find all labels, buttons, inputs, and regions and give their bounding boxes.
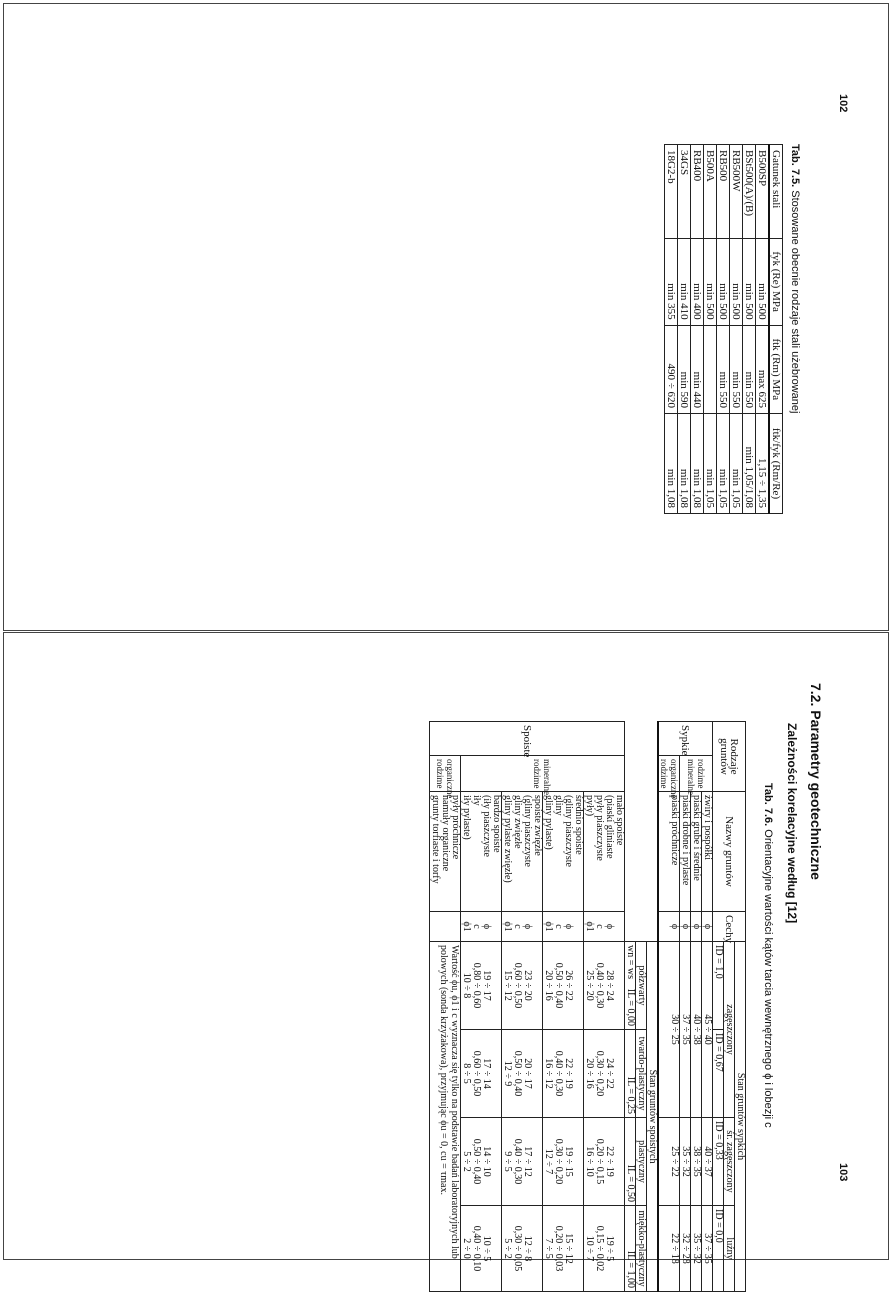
table-cell: 35 ÷ 32: [691, 1206, 702, 1292]
rodzaje-header: Rodzaje gruntów: [713, 722, 746, 792]
soil-name: (piaski gliniaste: [604, 795, 615, 859]
soil-feature: ϕ: [481, 923, 492, 930]
table-cell: 15 ÷ 12: [563, 1233, 574, 1264]
table-caption-label: Tab. 7.5.: [789, 144, 801, 188]
id-label: ID = 1,0: [713, 942, 724, 1030]
luzny-header: luźny: [724, 1206, 735, 1292]
table-cell: 14 ÷ 10: [481, 1146, 492, 1177]
table-cell: 19 ÷ 15: [563, 1146, 574, 1177]
table-cell: 22 ÷ 19: [563, 1058, 574, 1089]
table-cell: 0,30 ÷ 0,20: [594, 1050, 605, 1097]
value-group: [543, 1118, 584, 1206]
value-group: [543, 942, 584, 1030]
table-cell: B500SP: [756, 145, 770, 239]
empty-cell: [430, 912, 461, 942]
soil-feature: c: [553, 924, 564, 929]
il-label-cell: [625, 942, 636, 1030]
spoiste-label: Spoiste: [430, 722, 625, 756]
soil-name: piaski próchnicze: [658, 792, 680, 912]
table-cell: min 1,08: [678, 414, 691, 514]
value-group: [461, 1206, 502, 1292]
table-cell: 5 ÷ 2: [461, 1151, 472, 1172]
table-header-row: [769, 145, 783, 514]
sypkie-mineral-label: rodzime mineralne: [680, 756, 713, 792]
table-caption: [762, 783, 774, 1128]
table-cell: min 410: [678, 238, 691, 325]
table-cell: 25 ÷ 22: [658, 1118, 680, 1206]
table-cell: 19 ÷ 5: [604, 1235, 615, 1262]
subsection-title: Zależności korelacyjne według [12]: [785, 723, 799, 924]
table-cell: min 500: [756, 238, 770, 325]
header-cell: fyk (Re) MPa: [769, 238, 783, 325]
table-row: [502, 722, 543, 1292]
soil-feature: c: [594, 924, 605, 929]
soil-name: pyły próchnicze: [450, 795, 461, 860]
table-cell: 28 ÷ 24: [604, 970, 615, 1001]
table-cell: min 500: [730, 238, 743, 325]
il-label: IL = 0,25: [625, 1030, 636, 1118]
soil-name: pyły piaszczyste: [594, 795, 605, 861]
table-cell: 18G2-b: [665, 145, 678, 239]
table-cell: 40 ÷ 37: [702, 1118, 713, 1206]
table-cell: 26 ÷ 22: [563, 970, 574, 1001]
table-cell: min 550: [743, 325, 756, 413]
feature-group: [461, 912, 502, 942]
table-row: [691, 722, 702, 1292]
feature-group: [584, 912, 625, 942]
header-row: [647, 722, 659, 1292]
table-row: [543, 722, 584, 1292]
value-group: [543, 1030, 584, 1118]
table-cell: 10 ÷ 5: [481, 1235, 492, 1262]
table-row: [702, 722, 713, 1292]
header-cell: ftk/fyk (Rm/Re): [769, 414, 783, 514]
soil-name: iły: [471, 795, 482, 806]
il-label: IL = 1,00: [625, 1206, 636, 1292]
table-row: [665, 145, 678, 514]
table-cell: 0,50 ÷ 0,40: [512, 1050, 523, 1097]
value-group: [502, 1118, 543, 1206]
soil-name-group: [461, 792, 502, 912]
header-row: [735, 722, 746, 1292]
id-label: ID = 0,67: [713, 1030, 724, 1118]
table-cell: 17 ÷ 12: [522, 1146, 533, 1177]
wn-ws-label: wn = ws: [625, 945, 636, 979]
cechy-header: Cechy: [713, 912, 746, 942]
value-group: [584, 942, 625, 1030]
table-cell: RB500W: [730, 145, 743, 239]
soil-name: (gliny piaszczyste: [563, 795, 574, 867]
table-cell: 490 ÷ 620: [665, 325, 678, 413]
table-row: [584, 722, 625, 1292]
table-row: [461, 722, 502, 1292]
table-7-6-block: [429, 721, 746, 1292]
table-cell: 15 ÷ 12: [502, 970, 513, 1001]
table-cell: 17 ÷ 14: [481, 1058, 492, 1089]
soil-name-group: [543, 792, 584, 912]
table-cell: min 500: [717, 238, 730, 325]
value-group: [584, 1118, 625, 1206]
section-title: 7.2. Parametry geotechniczne: [808, 683, 824, 880]
table-cell: 20 ÷ 17: [522, 1058, 533, 1089]
table-cell: min 590: [678, 325, 691, 413]
table-caption: [789, 144, 801, 514]
zageszczony-header: zagęszczony: [724, 942, 735, 1118]
table-cell: 0,40 ÷ 0,30: [594, 962, 605, 1009]
feature-group: [543, 912, 584, 942]
steel-grades-table: [664, 144, 783, 514]
table-cell: 22 ÷ 18: [658, 1206, 680, 1292]
table-row: [678, 145, 691, 514]
soil-name: (gliny piaszczyste: [522, 795, 533, 867]
table-row: [704, 145, 717, 514]
table-cell: 34GS: [678, 145, 691, 239]
table-row: [756, 145, 770, 514]
table-cell: 22 ÷ 19: [604, 1146, 615, 1177]
table-cell: min 500: [704, 238, 717, 325]
table-cell: [704, 325, 717, 413]
table-cell: 45 ÷ 40: [702, 942, 713, 1118]
il-label: IL = 0,50: [625, 1118, 636, 1206]
table-cell: 37 ÷ 35: [702, 1206, 713, 1292]
table-cell: 0,15 ÷ 0,02: [594, 1225, 605, 1272]
value-group: [502, 1206, 543, 1292]
table-cell: min 1,05: [730, 414, 743, 514]
table-cell: 9 ÷ 5: [502, 1151, 513, 1172]
table-cell: 19 ÷ 17: [481, 970, 492, 1001]
table-cell: min 1,05/1,08: [743, 414, 756, 514]
table-cell: 0,20 ÷ 0,03: [553, 1225, 564, 1272]
soil-feature: ϕ: [563, 923, 574, 930]
table-cell: 0,60 ÷ 0,50: [471, 1050, 482, 1097]
soil-name: bardzo spoiste: [491, 795, 502, 853]
feature-group: [502, 912, 543, 942]
table-cell: 20 ÷ 16: [584, 1058, 595, 1089]
nazwy-header: Nazwy gruntów: [713, 792, 746, 912]
soil-name: żwiry i pospółki: [702, 792, 713, 912]
table-row: [730, 145, 743, 514]
table-cell: min 1,05: [704, 414, 717, 514]
table-cell: 0,40 ÷ 0,30: [553, 1050, 564, 1097]
page-number: 102: [837, 94, 849, 113]
table-cell: BSt500(A)/(B): [743, 145, 756, 239]
table-row: [680, 722, 691, 1292]
soil-name: piaski grube i średnie: [691, 792, 702, 912]
soil-name-group: [502, 792, 543, 912]
table-cell: RB400: [691, 145, 704, 239]
table-cell: 7 ÷ 5: [543, 1238, 554, 1259]
sypkie-label: Sypkie: [658, 722, 713, 756]
table-cell: 0,80 ÷ 0,60: [471, 962, 482, 1009]
table-cell: min 440: [691, 325, 704, 413]
table-cell: 20 ÷ 16: [543, 970, 554, 1001]
table-cell: B500A: [704, 145, 717, 239]
table-cell: min 1,08: [691, 414, 704, 514]
value-group: [461, 1030, 502, 1118]
soil-name: namuły organiczne: [440, 795, 451, 872]
table-cell: 1,15 ÷ 1,35: [756, 414, 770, 514]
table-cell: 30 ÷ 25: [658, 942, 680, 1118]
table-cell: 16 ÷ 12: [543, 1058, 554, 1089]
soil-name: pyły): [584, 795, 595, 817]
soil-feature: ϕ: [691, 912, 702, 942]
soil-name: mało spoiste: [614, 795, 625, 846]
twardoplastyczny-header: twardo-plastyczny: [636, 1030, 647, 1118]
table-cell: 23 ÷ 20: [522, 970, 533, 1001]
header-cell: ftk (Rm) MPa: [769, 325, 783, 413]
soil-name: grunty torfiaste i torfy: [430, 795, 441, 884]
soil-name-group: [430, 792, 461, 912]
table-caption-label: Tab. 7.6.: [762, 783, 774, 827]
soil-name: gliny pylaste zwięzłe): [502, 795, 513, 883]
table-cell: 10 ÷ 8: [461, 972, 472, 999]
soil-name: gliny pylaste): [543, 795, 554, 850]
table-cell: 38 ÷ 35: [691, 1118, 702, 1206]
soil-feature: ϕ1: [461, 921, 472, 932]
table-caption-text: Stosowane obecnie rodzaje stali użebrowanej: [789, 190, 801, 414]
table-cell: 5 ÷ 2: [502, 1238, 513, 1259]
value-group: [461, 942, 502, 1030]
table-7-5-block: [664, 144, 801, 514]
table-cell: 12 ÷ 9: [502, 1060, 513, 1087]
table-cell: 0,40 ÷ 0,30: [512, 1138, 523, 1185]
table-row: [430, 722, 461, 1292]
table-cell: 40 ÷ 38: [691, 942, 702, 1118]
table-cell: 24 ÷ 22: [604, 1058, 615, 1089]
soil-feature: ϕ1: [543, 921, 554, 932]
table-cell: 8 ÷ 5: [461, 1063, 472, 1084]
table-cell: min 550: [730, 325, 743, 413]
soil-name: gliny: [553, 795, 564, 816]
table-cell: min 355: [665, 238, 678, 325]
polzwarty-header: półzwarty: [636, 942, 647, 1030]
table-cell: 16 ÷ 10: [584, 1146, 595, 1177]
soil-name: iły pylaste): [461, 795, 472, 840]
soil-feature: c: [512, 924, 523, 929]
soil-name: średnio spoiste: [573, 795, 584, 855]
value-group: [543, 1206, 584, 1292]
soil-name: spoiste zwięzłe: [532, 795, 543, 856]
soil-feature: ϕ1: [584, 921, 595, 932]
miekkoplastyczny-header: miękko-plastyczny: [636, 1206, 647, 1292]
table-cell: 2 ÷ 0: [461, 1238, 472, 1259]
table-cell: min 1,05: [717, 414, 730, 514]
soil-feature: ϕ: [658, 912, 680, 942]
page-102: [3, 3, 889, 631]
table-note: Wartość ϕu, ϕ1 i c wyznacza się tylko na podstawie badań laboratoryjnych lub polowych (sonda krzyżakowa), przyjmując ϕu = 0, cu = τmax.: [430, 942, 461, 1292]
soil-name-group: [584, 792, 625, 912]
table-cell: 10 ÷ 7: [584, 1235, 595, 1262]
header-cell: Gatunek stali: [769, 145, 783, 239]
soil-name: gliny zwięzłe: [512, 795, 523, 849]
table-cell: 12 ÷ 8: [522, 1235, 533, 1262]
page-103: [3, 632, 889, 1289]
table-cell: 0,30 ÷ 0,20: [553, 1138, 564, 1185]
soil-feature: ϕ: [702, 912, 713, 942]
table-cell: 0,30 ÷ 0,05: [512, 1225, 523, 1272]
value-group: [502, 1030, 543, 1118]
stan-sypkich-header: Stan gruntów sypkich: [735, 942, 746, 1292]
soil-parameters-table: [429, 721, 746, 1292]
soil-feature: ϕ: [680, 912, 691, 942]
table-cell: 0,40 ÷ 0,10: [471, 1225, 482, 1272]
spacer-cell: [625, 722, 659, 942]
spoiste-mineral-label: mineralne rodzime: [461, 756, 625, 792]
table-row: [658, 722, 680, 1292]
value-group: [584, 1206, 625, 1292]
table-cell: 25 ÷ 20: [584, 970, 595, 1001]
table-cell: 37 ÷ 35: [680, 942, 691, 1118]
soil-feature: ϕ: [522, 923, 533, 930]
table-row: [743, 145, 756, 514]
table-cell: 0,60 ÷ 0,50: [512, 962, 523, 1009]
value-group: [584, 1030, 625, 1118]
spoiste-organic-label: organiczne rodzime: [430, 756, 461, 792]
table-cell: min 1,08: [665, 414, 678, 514]
table-cell: 12 ÷ 7: [543, 1148, 554, 1175]
value-group: [502, 942, 543, 1030]
table-cell: min 500: [743, 238, 756, 325]
value-group: [461, 1118, 502, 1206]
page-number: 103: [837, 1163, 849, 1182]
table-cell: 0,50 ÷ 0,40: [471, 1138, 482, 1185]
soil-feature: ϕ: [604, 923, 615, 930]
table-cell: 32 ÷ 28: [680, 1206, 691, 1292]
table-caption-text: Orientacyjne wartości kątów tarcia wewnętrznego ϕ i lobezji c: [762, 829, 774, 1128]
table-cell: min 550: [717, 325, 730, 413]
table-row: [691, 145, 704, 514]
sypkie-organic-label: organiczne rodzime: [658, 756, 680, 792]
id-label: ID = 0,0: [713, 1206, 724, 1292]
table-cell: 0,50 ÷ 0,40: [553, 962, 564, 1009]
table-cell: min 400: [691, 238, 704, 325]
soil-name: piaski drobne i pylaste: [680, 792, 691, 912]
stan-spoistych-header: Stan gruntów spoistych: [647, 942, 659, 1292]
il-label: IL = 0,00: [625, 988, 636, 1027]
plastyczny-header: plastyczny: [636, 1118, 647, 1206]
table-cell: 35 ÷ 32: [680, 1118, 691, 1206]
id-label: ID = 0,33: [713, 1118, 724, 1206]
table-row: [717, 145, 730, 514]
table-cell: RB500: [717, 145, 730, 239]
table-cell: 0,20 ÷ 0,15: [594, 1138, 605, 1185]
soil-feature: ϕ1: [502, 921, 513, 932]
soil-name: (iły piaszczyste: [481, 795, 492, 857]
sr-zageszczony-header: śr. zagęszczony: [724, 1118, 735, 1206]
soil-feature: c: [471, 924, 482, 929]
table-cell: max 625: [756, 325, 770, 413]
